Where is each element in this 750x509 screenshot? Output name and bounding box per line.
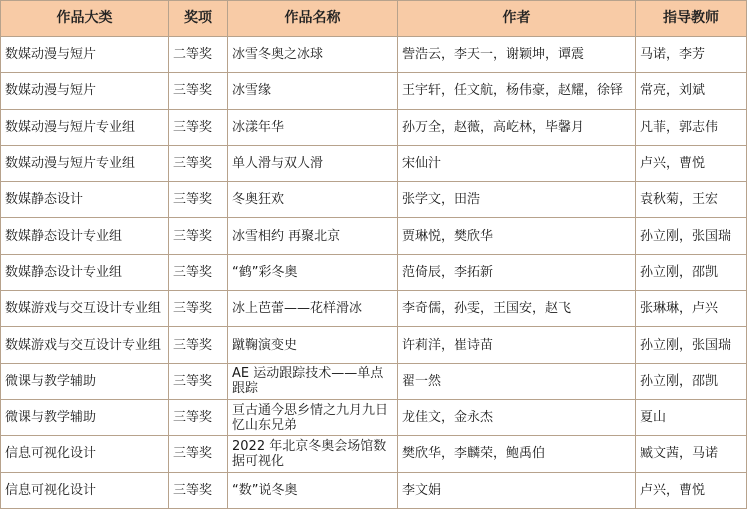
table-row bbox=[1, 37, 747, 73]
cell-work-title: “鹤”彩冬奥 bbox=[228, 254, 398, 290]
cell-authors: 许莉洋，崔诗苗 bbox=[398, 327, 636, 363]
cell-category: 微课与教学辅助 bbox=[1, 363, 169, 399]
cell-advisors: 卢兴，曹悦 bbox=[636, 145, 747, 181]
table-row bbox=[1, 182, 747, 218]
table-row bbox=[1, 472, 747, 508]
cell-authors: 訾浩云，李天一，谢颖坤，谭震 bbox=[398, 37, 636, 73]
cell-award: 三等奖 bbox=[169, 436, 228, 472]
cell-category: 数媒动漫与短片专业组 bbox=[1, 109, 169, 145]
cell-work-title: 冬奥狂欢 bbox=[228, 182, 398, 218]
cell-category: 微课与教学辅助 bbox=[1, 399, 169, 435]
cell-advisors: 臧文茜，马诺 bbox=[636, 436, 747, 472]
cell-work-title: 冰雪缘 bbox=[228, 73, 398, 109]
table-row bbox=[1, 291, 747, 327]
table-row bbox=[1, 327, 747, 363]
cell-advisors: 凡菲，郭志伟 bbox=[636, 109, 747, 145]
cell-category: 数媒静态设计专业组 bbox=[1, 218, 169, 254]
cell-award: 三等奖 bbox=[169, 327, 228, 363]
cell-award: 二等奖 bbox=[169, 37, 228, 73]
header-work-title: 作品名称 bbox=[228, 1, 398, 37]
cell-work-title: 单人滑与双人滑 bbox=[228, 145, 398, 181]
cell-advisors: 孙立刚，邵凯 bbox=[636, 254, 747, 290]
cell-work-title: 亘古通今思乡情之九月九日忆山东兄弟 bbox=[228, 399, 398, 435]
cell-award: 三等奖 bbox=[169, 472, 228, 508]
cell-authors: 李文娟 bbox=[398, 472, 636, 508]
table-row bbox=[1, 363, 747, 399]
cell-advisors: 孙立刚，邵凯 bbox=[636, 363, 747, 399]
cell-category: 数媒静态设计专业组 bbox=[1, 254, 169, 290]
cell-category: 信息可视化设计 bbox=[1, 436, 169, 472]
cell-award: 三等奖 bbox=[169, 109, 228, 145]
table-body bbox=[1, 37, 747, 509]
cell-award: 三等奖 bbox=[169, 254, 228, 290]
cell-work-title: “数”说冬奥 bbox=[228, 472, 398, 508]
cell-work-title: 2022 年北京冬奥会场馆数据可视化 bbox=[228, 436, 398, 472]
cell-category: 数媒静态设计 bbox=[1, 182, 169, 218]
cell-category: 数媒游戏与交互设计专业组 bbox=[1, 327, 169, 363]
cell-authors: 范倚辰，李拓新 bbox=[398, 254, 636, 290]
table-row bbox=[1, 399, 747, 435]
cell-authors: 张学文，田浩 bbox=[398, 182, 636, 218]
header-authors: 作者 bbox=[398, 1, 636, 37]
table-row bbox=[1, 73, 747, 109]
cell-category: 信息可视化设计 bbox=[1, 472, 169, 508]
cell-award: 三等奖 bbox=[169, 218, 228, 254]
cell-work-title: AE 运动跟踪技术——单点跟踪 bbox=[228, 363, 398, 399]
cell-authors: 李奇儒，孙雯，王国安，赵飞 bbox=[398, 291, 636, 327]
cell-authors: 王宇轩，任文航，杨伟豪，赵耀，徐铎 bbox=[398, 73, 636, 109]
cell-advisors: 常亮，刘斌 bbox=[636, 73, 747, 109]
cell-authors: 贾琳悦，樊欣华 bbox=[398, 218, 636, 254]
table-row bbox=[1, 436, 747, 472]
cell-advisors: 卢兴，曹悦 bbox=[636, 472, 747, 508]
cell-work-title: 冰雪相约 再聚北京 bbox=[228, 218, 398, 254]
cell-authors: 孙万全，赵薇，高屹林，毕馨月 bbox=[398, 109, 636, 145]
cell-advisors: 袁秋菊，王宏 bbox=[636, 182, 747, 218]
table-row bbox=[1, 254, 747, 290]
header-award: 奖项 bbox=[169, 1, 228, 37]
cell-advisors: 夏山 bbox=[636, 399, 747, 435]
header-row bbox=[1, 1, 747, 37]
cell-advisors: 张琳琳，卢兴 bbox=[636, 291, 747, 327]
cell-category: 数媒动漫与短片 bbox=[1, 73, 169, 109]
cell-award: 三等奖 bbox=[169, 399, 228, 435]
cell-authors: 翟一然 bbox=[398, 363, 636, 399]
cell-advisors: 马诺，李芳 bbox=[636, 37, 747, 73]
table-row bbox=[1, 109, 747, 145]
cell-category: 数媒游戏与交互设计专业组 bbox=[1, 291, 169, 327]
cell-work-title: 冰雪冬奥之冰球 bbox=[228, 37, 398, 73]
cell-authors: 龙佳文，金永杰 bbox=[398, 399, 636, 435]
cell-advisors: 孙立刚，张国瑞 bbox=[636, 327, 747, 363]
cell-authors: 宋仙汁 bbox=[398, 145, 636, 181]
cell-award: 三等奖 bbox=[169, 291, 228, 327]
cell-authors: 樊欣华，李麟荣，鲍禹伯 bbox=[398, 436, 636, 472]
cell-work-title: 冰漾年华 bbox=[228, 109, 398, 145]
header-category: 作品大类 bbox=[1, 1, 169, 37]
cell-work-title: 冰上芭蕾——花样滑冰 bbox=[228, 291, 398, 327]
cell-category: 数媒动漫与短片专业组 bbox=[1, 145, 169, 181]
cell-work-title: 蹴鞠演变史 bbox=[228, 327, 398, 363]
header-advisors: 指导教师 bbox=[636, 1, 747, 37]
cell-award: 三等奖 bbox=[169, 182, 228, 218]
cell-award: 三等奖 bbox=[169, 145, 228, 181]
table-row bbox=[1, 218, 747, 254]
cell-category: 数媒动漫与短片 bbox=[1, 37, 169, 73]
table-row bbox=[1, 145, 747, 181]
cell-advisors: 孙立刚，张国瑞 bbox=[636, 218, 747, 254]
cell-award: 三等奖 bbox=[169, 363, 228, 399]
cell-award: 三等奖 bbox=[169, 73, 228, 109]
